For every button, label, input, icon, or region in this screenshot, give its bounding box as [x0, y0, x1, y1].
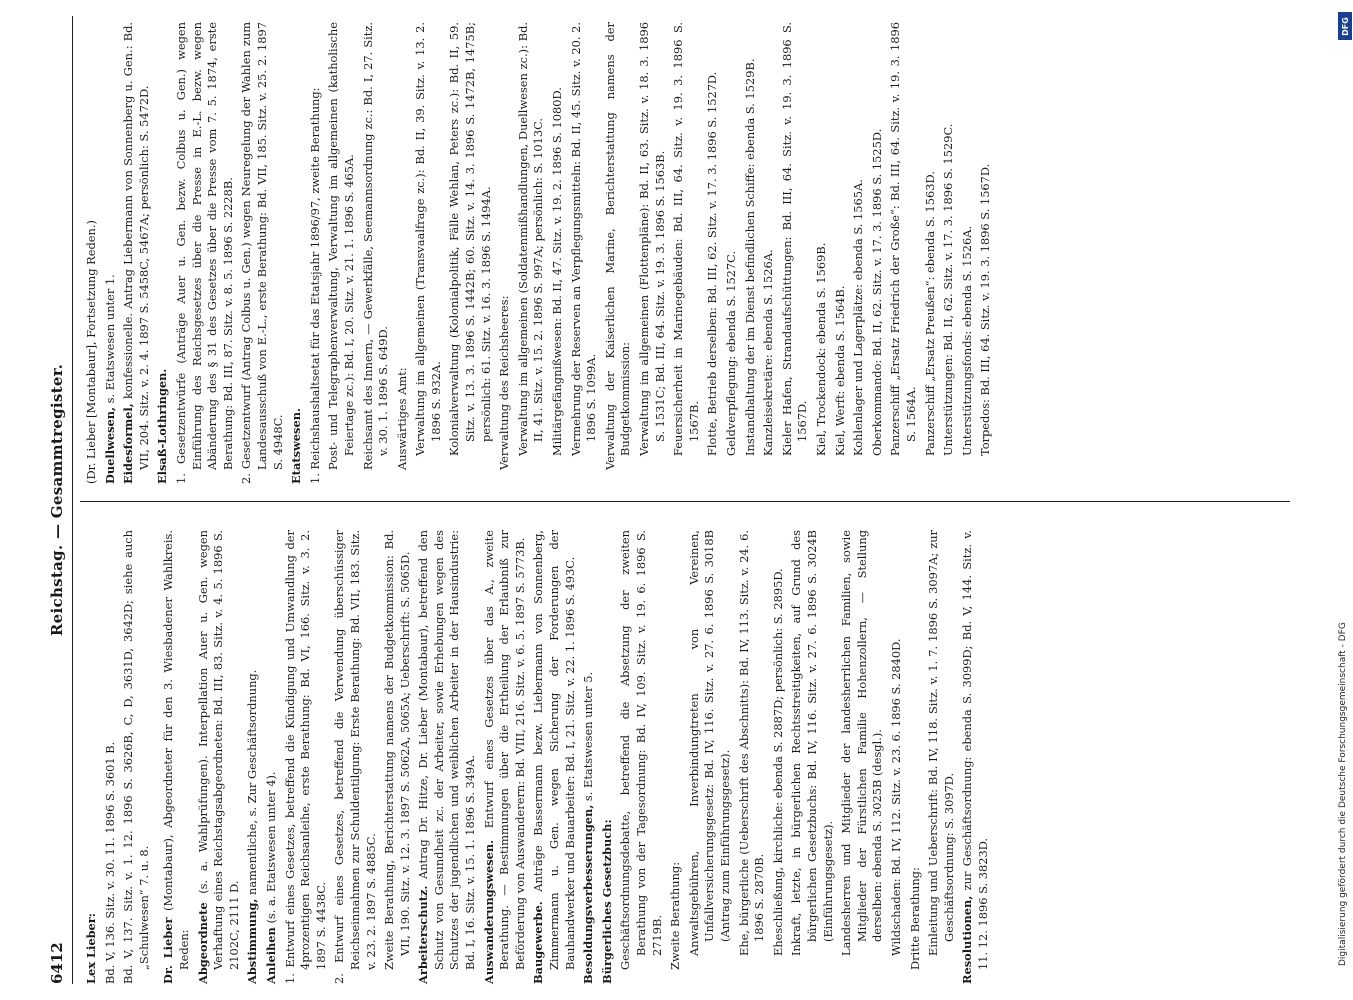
register-entry: [395, 22, 411, 484]
register-entry: [239, 22, 286, 484]
entry-text: Vermehrung der Reserven an Verpflegungsmitteln: Bd. II, 45. Sitz. v. 20. 2. 1896 S. 1099A.: [568, 22, 599, 456]
entry-text: Bd. V, 136. Sitz. v. 30. 11. 1896 S. 3601 B.: [102, 741, 117, 984]
register-entry: [382, 530, 413, 984]
register-entry: [516, 22, 547, 484]
entry-text: Kiel, Werft: ebenda S. 1564B.: [832, 285, 847, 456]
entry-text: Dritte Berathung:: [907, 867, 922, 970]
register-entry: [416, 530, 478, 984]
entry-text: 2. Gesetzentwurf (Antrag Colbus u. Gen.) wegen Neuregelung der Wahlen zum Landesausschuß von E.-L., erste Berathung: Bd. VII, 185. Sitz. v. 25. 2. 1897 S. 4948C.: [239, 22, 285, 484]
entry-heading: Baugewerbe.: [531, 901, 546, 984]
entry-text: Geschäftsordnungsdebatte, betreffend die Absetzung der zweiten Berathung von der Tagesordnung: Bd. IV, 109. Sitz. v. 19. 6. 1896 S. 2719B.: [618, 530, 664, 970]
dfg-logo: DFG: [1338, 12, 1352, 40]
entry-heading: Anleihen: [263, 927, 278, 984]
entry-heading: Bürgerliches Gesetzbuch:: [599, 819, 614, 984]
entry-text: 1. Entwurf eines Gesetzes, betreffend die Kündigung und Umwandlung der 4prozentigen Reichsanleihe, erste Berathung: Bd. VI, 166. Sitz. v. 3. 2. 1897 S. 4438C.: [282, 530, 328, 984]
entry-heading: Auswanderungswesen.: [481, 839, 496, 984]
entry-text: Verwaltung im allgemeinen (Soldatenmißhandlungen, Duellwesen zc.): Bd. II, 41. Sitz. v. 15. 2. 1896 S. 997A; persönlich: S. 1013C.: [515, 22, 546, 456]
register-entry: [569, 22, 600, 484]
entry-text: 1. Gesetzentwürfe (Anträge Auer u. Gen. bezw. Colbus u. Gen.) wegen Einführung des Reichsgesetzes über die Presse in E.-L. bezw. wegen Abänderung des § 31 des Gesetzes über die Presse vom 7. 5. 1874, erste Berathung: Bd. III, 87. Sitz. v. 8. 5. 1896 S. 2228B.: [173, 22, 235, 484]
register-entry: [103, 530, 119, 984]
entry-text: (s. a. Etatswesen unter 4).: [263, 771, 278, 924]
register-entry: [771, 530, 787, 984]
entry-text: Eheschließung, kirchliche: ebenda S. 2887D; persönlich: S. 2895D.: [770, 568, 785, 956]
entry-text: Einleitung und Ueberschrift: Bd. IV, 118. Sitz. v. 1. 7. 1896 S. 3097A; zur Geschäftsordnung: S. 3097D.: [926, 530, 956, 956]
entry-heading: Eidesformel,: [121, 403, 136, 484]
register-entry: [497, 22, 513, 484]
entry-text: Panzerschiff „Ersatz Friedrich der Große“: Bd. III, 64. Sitz. v. 19. 3. 1896 S. 1564A.: [888, 22, 918, 456]
entry-text: Zweite Berathung, Berichterstattung namens der Budgetkommission: Bd. VII, 190. Sitz. v. 12. 3. 1897 S. 5062A, 5065A; Ueberschrift: S. 5065D.: [382, 530, 412, 970]
register-entry: [196, 530, 243, 984]
entry-text: (Montabaur), Abgeordneter für den 3. Wiesbadener Wahlkreis. Reden:: [161, 529, 191, 970]
entry-text: Unterstützungsfonds: ebenda S. 1526A.: [959, 225, 974, 456]
entry-text: zur Geschäftsordnung: ebenda S. 3099D; Bd. V, 144. Sitz. v. 11. 12. 1896 S. 3823D.: [960, 529, 990, 970]
register-entry: [289, 22, 305, 484]
register-entry: [780, 22, 811, 484]
register-entry: [941, 22, 957, 484]
entry-text: Verwaltung im allgemeinen (Transvaalfrage zc.): Bd. II, 39. Sitz. v. 13. 2. 1896 S. 932A.: [413, 22, 443, 456]
register-entry: [550, 22, 566, 484]
entry-text: Inkraft, letzte, in bürgerlichen Rechtsstreitigkeiten, auf Grund des bürgerlichen Gesetzbuchs: Bd. IV, 116. Sitz. v. 27. 6. 1896 S. 3024B (Einführungsgesetz).: [789, 530, 835, 956]
entry-heading: Elsaß-Lothringen.: [155, 368, 170, 484]
entry-heading: Abgeordnete: [195, 902, 210, 984]
register-entry: [482, 530, 529, 984]
entry-text: konfessionelle. Antrag Liebermann von Sonnenberg u. Gen.: Bd. VII, 204. Sitz. v. 2. 4. 1897 S. 5458C, 5467A; persönlich: S. 5472D.: [121, 22, 151, 470]
entry-heading: Etatswesen.: [289, 408, 304, 484]
register-entry: [600, 530, 616, 984]
entry-text: Verwaltung im allgemeinen (Flottenpläne): Bd. II, 63. Sitz. v. 18. 3. 1896 S. 1531C; Bd. III, 64. Sitz. v. 19. 3. 1896 S. 1563B.: [637, 22, 667, 456]
register-entry: [174, 22, 236, 484]
register-entry: [926, 530, 957, 984]
column-divider: [80, 501, 1290, 502]
entry-text: Verwaltung der Kaiserlichen Marine, Berichterstattung namens der Budgetkommission:: [602, 22, 633, 470]
register-entry: [888, 22, 919, 484]
entry-text: Torpedos: Bd. III, 64. Sitz. v. 19. 3. 1896 S. 1567D.: [978, 163, 993, 456]
entry-heading: Dr. Lieber: [161, 917, 176, 984]
register-entry: [889, 530, 905, 984]
entry-text: Instandhaltung der im Dienst befindlichen Schiffe: ebenda S. 1529B.: [742, 58, 757, 456]
register-entry: [121, 530, 152, 984]
register-entry: [705, 22, 721, 484]
entry-text: Entwurf eines Gesetzes über das A., zweite Berathung. — Bestimmungen über die Ertheilung der Erlaubniß zur Beförderung von Auswanderern: Bd. VIII, 216. Sitz. v. 6. 5. 1897 S. 5773B.: [481, 530, 527, 970]
register-entry: [668, 530, 684, 984]
entry-text: Antrag Dr. Hitze, Dr. Lieber (Montabaur), betreffend den Schutz von Gesundheit zc. der Arbeiter, sowie Erhebungen wegen des Schutzes der jugendlichen und weiblichen Arbeiter in der Hausindustrie: Bd. I, 16. Sitz. v. 15. 1. 1896 S. 349A.: [416, 529, 478, 970]
register-entry: [161, 530, 192, 984]
entry-text: s. Etatswesen unter 1.: [102, 274, 117, 404]
register-entry: [603, 22, 634, 484]
entry-text: Bd. V, 137. Sitz. v. 1. 12. 1896 S. 3626B, C, D, 3631D, 3642D; siehe auch „Schulwesen“ 7. u. 8.: [121, 530, 151, 984]
register-entry: [332, 530, 379, 984]
register-entry: [839, 530, 886, 984]
register-entry: [264, 530, 280, 984]
entry-text: Panzerschiff „Ersatz Preußen“: ebenda S. 1563D.: [922, 171, 937, 456]
entry-text: Kohlenlager und Lagerplätze: ebenda S. 1565A.: [851, 179, 866, 456]
register-entry: [671, 22, 702, 484]
register-entry: [960, 530, 991, 984]
register-entry: [326, 22, 357, 484]
entry-text: Zweite Berathung:: [668, 861, 683, 970]
entry-text: Flotte, Betrieb derselben: Bd. III, 62. Sitz. v. 17. 3. 1896 S. 1527D.: [705, 71, 720, 456]
register-entry: [833, 22, 849, 484]
entry-text: 1. Reichshaushaltsetat für das Etatsjahr 1896/97, zweite Berathung:: [307, 87, 322, 484]
entry-text: Anwaltsgebühren, Inverbindungtreten von Vereinen, Unfallversicherungsgesetz: Bd. IV, 116. Sitz. v. 27. 6. 1896 S. 3018B (Antrag zum Einführungsgesetz).: [686, 530, 732, 956]
right-column: [84, 22, 997, 484]
register-entry: [851, 22, 867, 484]
entry-text: Kanzleisekretäre: ebenda S. 1526A.: [761, 249, 776, 456]
register-entry: [724, 22, 740, 484]
entry-text: Geldverpflegung: ebenda S. 1527C.: [723, 250, 738, 456]
entry-text: Reichsamt des Innern, — Gewerkfälle, Seemannsordnung zc.: Bd. I, 27. Sitz. v. 30. 1. 1896 S. 649D.: [360, 22, 391, 470]
entry-text: Unterstützungen: Bd. II, 62. Sitz. v. 17. 3. 1896 S. 1529C.: [941, 123, 956, 456]
register-entry: [923, 22, 939, 484]
register-entry: [361, 22, 392, 484]
register-entry: [283, 530, 330, 984]
entry-text: s. Etatswesen unter 5.: [581, 671, 596, 802]
register-entry: [618, 530, 665, 984]
register-entry: [121, 22, 152, 484]
register-entry: [308, 22, 324, 484]
entry-heading: Besoldungsverbesserungen,: [581, 804, 596, 984]
register-entry: [743, 22, 759, 484]
register-entry: [870, 22, 886, 484]
digitization-credit: Digitalisierung gefördert durch die Deutsche Forschungsgemeinschaft - DFG: [1338, 622, 1348, 966]
register-entry: [581, 530, 597, 984]
register-entry: [687, 530, 734, 984]
entry-text: Militärgefängnißwesen: Bd. II, 47. Sitz. v. 19. 2. 1896 S. 1080D.: [550, 87, 565, 456]
entry-text: Kolonialverwaltung (Kolonialpolitik, Fälle Wehlan, Peters zc.): Bd. II, 59. Sitz. v. 13. 3. 1896 S. 1442B; 60. Sitz. v. 14. 3. 1896 S. 1472B, 1475B; persönlich: 61. Sitz. v. 16. 3. 1896 S. 1494A.: [447, 22, 493, 456]
entry-text: (s. a. Wahlprüfungen). Interpellation Auer u. Gen. wegen Verhaftung eines Reichstagsabgeordneten: Bd. III, 83. Sitz. v. 4. 5. 1896 S. 2102C, 2111 D.: [195, 530, 241, 970]
entry-heading: Lex Lieber:: [84, 912, 98, 984]
entry-heading: Abstimmung,: [245, 898, 260, 984]
page-number: 6412: [48, 942, 66, 984]
register-entry: [245, 530, 261, 984]
register-entry: [413, 22, 444, 484]
entry-text: namentliche, s. Zur Geschäftsordnung.: [245, 669, 260, 895]
register-entry: [84, 22, 100, 484]
entry-text: Feuersicherheit in Marinegebäuden: Bd. III, 64. Sitz. v. 19. 3. 1896 S. 1567B.: [671, 22, 701, 456]
register-entry: [761, 22, 777, 484]
entry-text: Oberkommando: Bd. II, 62. Sitz. v. 17. 3. 1896 S. 1525D.: [869, 128, 884, 456]
left-column: [84, 530, 994, 984]
register-entry: [155, 22, 171, 484]
entry-text: 2. Entwurf eines Gesetzes, betreffend die Verwendung überschüssiger Reichseinnahmen zur Schuldentilgung: Erste Berathung: Bd. VII, 183. Sitz. v. 23. 2. 1897 S. 4885C.: [332, 530, 378, 984]
register-entry: [789, 530, 836, 984]
entry-heading: Duellwesen,: [102, 406, 117, 484]
register-entry: [908, 530, 924, 984]
register-entry: [960, 22, 976, 484]
entry-text: Ehe, bürgerliche (Ueberschrift des Abschnitts): Bd. IV, 113. Sitz. v. 24. 6. 1896 S. 2870B.: [736, 530, 767, 956]
register-entry: [447, 22, 494, 484]
register-entry: [978, 22, 994, 484]
entry-heading: Resolutionen,: [960, 895, 975, 984]
entry-text: Post- und Telegraphenverwaltung, Verwaltung im allgemeinen (katholische Feiertage zc.): Bd. I, 20. Sitz. v. 21. 1. 1896 S. 465A.: [326, 22, 356, 470]
page-title: Reichstag. — Gesammtregister.: [48, 363, 66, 637]
register-entry: [737, 530, 768, 984]
entry-text: Kieler Hafen, Strandaufschüttungen: Bd. III, 64. Sitz. v. 19. 3. 1896 S. 1567D.: [779, 22, 810, 456]
digitization-strip: [1338, 12, 1352, 972]
register-entry: [84, 530, 100, 984]
register-entry: [814, 22, 830, 484]
entry-text: Auswärtiges Amt:: [394, 367, 409, 470]
header-rule: [72, 16, 73, 984]
register-entry: [531, 530, 578, 984]
entry-text: Kiel, Trockendock: ebenda S. 1569B.: [813, 242, 828, 456]
register-entry: [103, 22, 119, 484]
entry-text: (Dr. Lieber [Montabaur], Fortsetzung Reden.): [84, 220, 98, 484]
page-body: [48, 16, 1308, 984]
entry-text: Wildschaden: Bd. IV, 112. Sitz. v. 23. 6. 1896 S. 2840D.: [888, 638, 903, 956]
entry-heading: Arbeiterschutz.: [416, 885, 431, 984]
entry-text: Verwaltung des Reichsheeres:: [497, 295, 512, 470]
entry-text: Landesherren und Mitglieder der landesherrlichen Familien, sowie Mitglieder der Fürstlichen Familie Hohenzollern, — Stellung derselben: ebenda S. 3025B (desgl.).: [839, 530, 885, 956]
entry-text: Anträge Bassermann bezw. Liebermann von Sonnenberg, Zimmermann u. Gen. wegen Sicherung der Forderungen der Bauhandwerker und Bauarbeiter: Bd. I, 21. Sitz. v. 22. 1. 1896 S. 493C.: [531, 530, 577, 970]
register-entry: [637, 22, 668, 484]
